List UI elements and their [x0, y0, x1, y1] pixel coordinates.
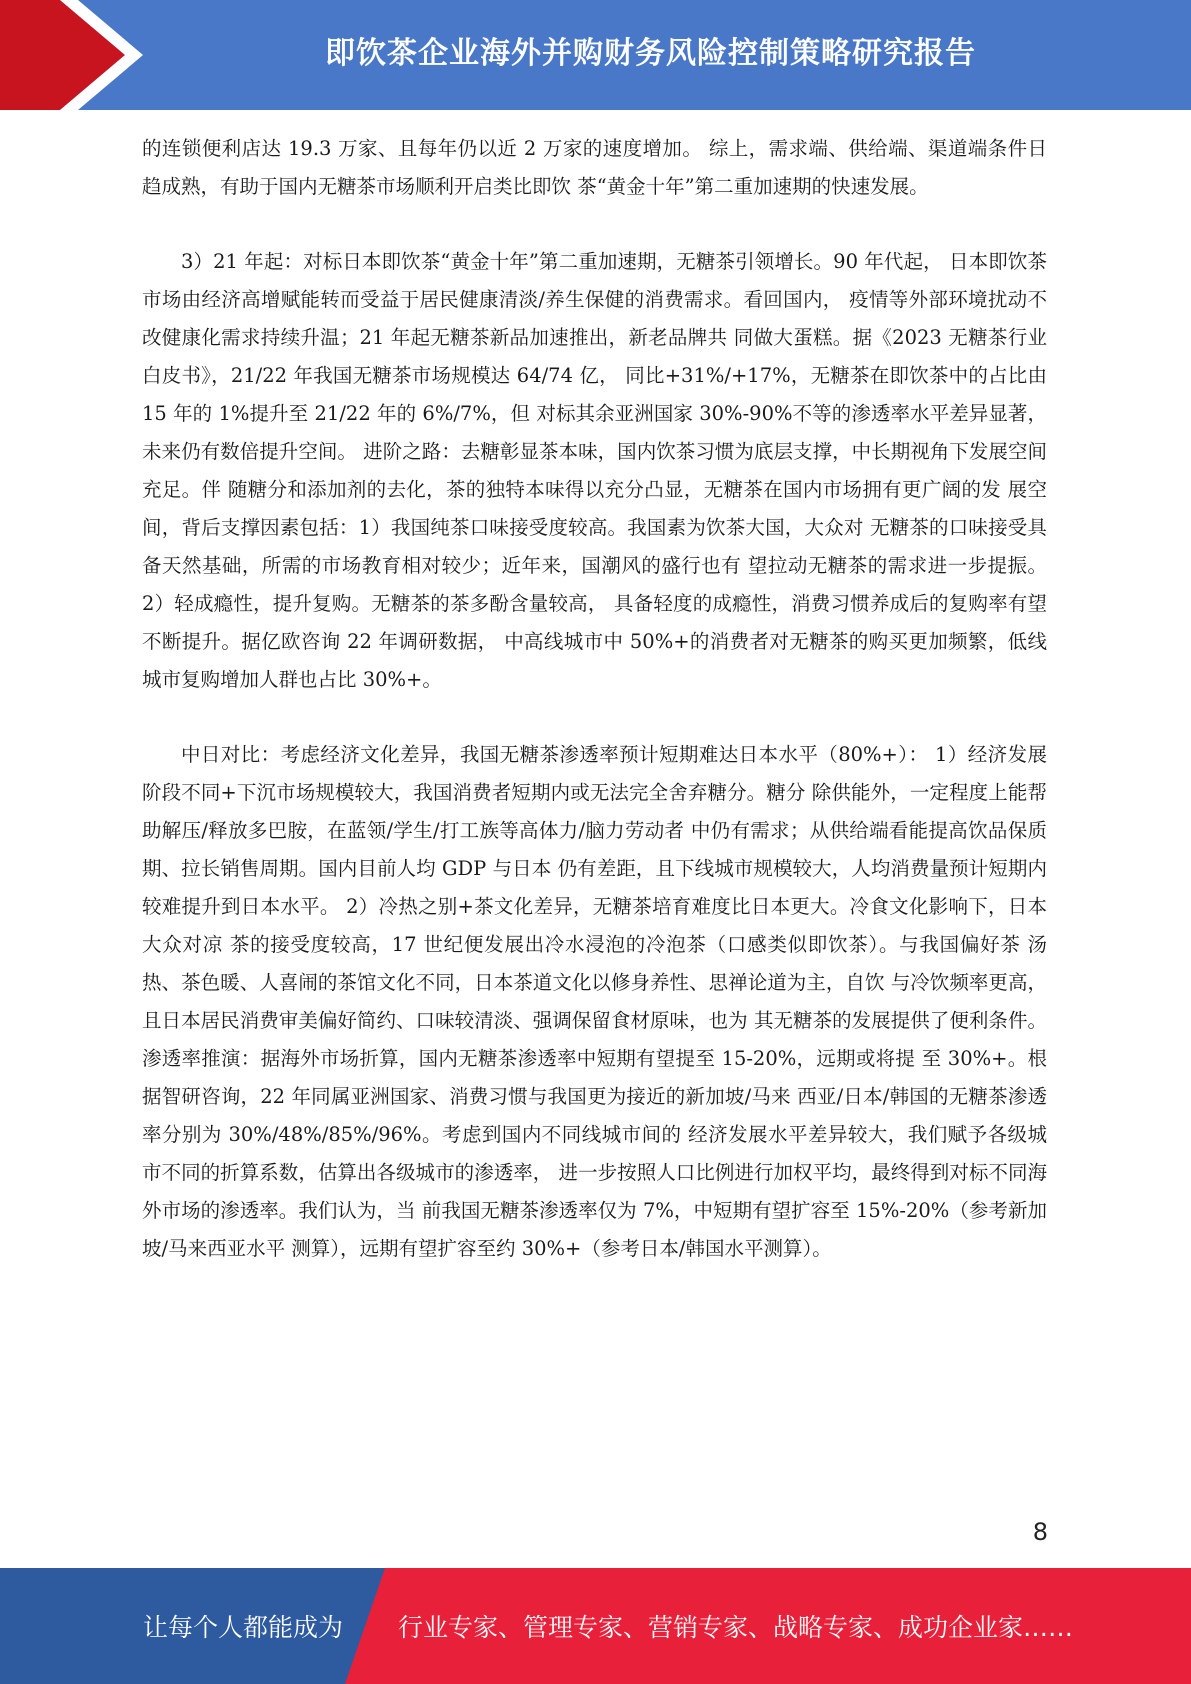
paragraph-2: 3）21 年起：对标日本即饮茶“黄金十年”第二重加速期，无糖茶引领增长。90 年代起， 日本即饮茶市场由经济高增赋能转而受益于居民健康清淡/养生保健的消费需求。看回国内， 疫情等外部环境扰动不改健康化需求持续升温；21 年起无糖茶新品加速推出，新老品牌共 同做大蛋糕。据《2023 无糖茶行业白皮书》，21/22 年我国无糖茶市场规模达 64/74 亿， 同比+31%/+17%，无糖茶在即饮茶中的占比由 15 年的 1%提升至 21/22 年的 6%/7%，但 对标其余亚洲国家 30%-90%不等的渗透率水平差异显著，未来仍有数倍提升空间。 进阶之路：去糖彰显茶本味，国内饮茶习惯为底层支撑，中长期视角下发展空间充足。伴 随糖分和添加剂的去化，茶的独特本味得以充分凸显，无糖茶在国内市场拥有更广阔的发 展空间，背后支撑因素包括：1）我国纯茶口味接受度较高。我国素为饮茶大国，大众对 无糖茶的口味接受具备天然基础，所需的市场教育相对较少；近年来，国潮风的盛行也有 望拉动无糖茶的需求进一步提振。2）轻成瘾性，提升复购。无糖茶的茶多酚含量较高， 具备轻度的成瘾性，消费习惯养成后的复购率有望不断提升。据亿欧咨询 22 年调研数据， 中高线城市中 50%+的消费者对无糖茶的购买更加频繁，低线城市复购增加人群也占比 30%+。 — [142, 250, 1047, 691]
page-footer — [0, 1568, 1191, 1684]
document-title: 即饮茶企业海外并购财务风险控制策略研究报告 — [325, 36, 976, 71]
footer-slogan-left: 让每个人都能成为 — [143, 1613, 344, 1642]
page-header — [0, 0, 1191, 110]
page-number: 8 — [1032, 1518, 1048, 1546]
paragraph-1: 的连锁便利店达 19.3 万家、且每年仍以近 2 万家的速度增加。 综上，需求端、供给端、渠道端条件日趋成熟，有助于国内无糖茶市场顺利开启类比即饮 茶“黄金十年”第二重加速期的快速发展。 — [142, 137, 1047, 198]
footer-slogan-right: 行业专家、管理专家、营销专家、战略专家、成功企业家…… — [398, 1613, 1074, 1642]
paragraph-3: 中日对比：考虑经济文化差异，我国无糖茶渗透率预计短期难达日本水平（80%+）： 1）经济发展阶段不同+下沉市场规模较大，我国消费者短期内或无法完全舍弃糖分。糖分 除供能外，一定程度上能帮助解压/释放多巴胺，在蓝领/学生/打工族等高体力/脑力劳动者 中仍有需求；从供给端看能提高饮品保质期、拉长销售周期。国内目前人均 GDP 与日本 仍有差距，且下线城市规模较大，人均消费量预计短期内较难提升到日本水平。 2）冷热之别+茶文化差异，无糖茶培育难度比日本更大。冷食文化影响下，日本大众对凉 茶的接受度较高，17 世纪便发展出冷水浸泡的冷泡茶（口感类似即饮茶）。与我国偏好茶 汤热、茶色暖、人喜闹的茶馆文化不同，日本茶道文化以修身养性、思禅论道为主，自饮 与冷饮频率更高，且日本居民消费审美偏好简约、口味较清淡、强调保留食材原味，也为 其无糖茶的发展提供了便利条件。 渗透率推演：据海外市场折算，国内无糖茶渗透率中短期有望提至 15-20%，远期或将提 至 30%+。根据智研咨询，22 年同属亚洲国家、消费习惯与我国更为接近的新加坡/马来 西亚/日本/韩国的无糖茶渗透率分别为 30%/48%/85%/96%。考虑到国内不同线城市间的 经济发展水平差异较大，我们赋予各级城市不同的折算系数，估算出各级城市的渗透率， 进一步按照人口比例进行加权平均，最终得到对标不同海外市场的渗透率。我们认为，当 前我国无糖茶渗透率仅为 7%，中短期有望扩容至 15%-20%（参考新加坡/马来西亚水平 测算），远期有望扩容至约 30%+（参考日本/韩国水平测算）。 — [142, 743, 1047, 1260]
body-content — [142, 130, 1047, 1305]
